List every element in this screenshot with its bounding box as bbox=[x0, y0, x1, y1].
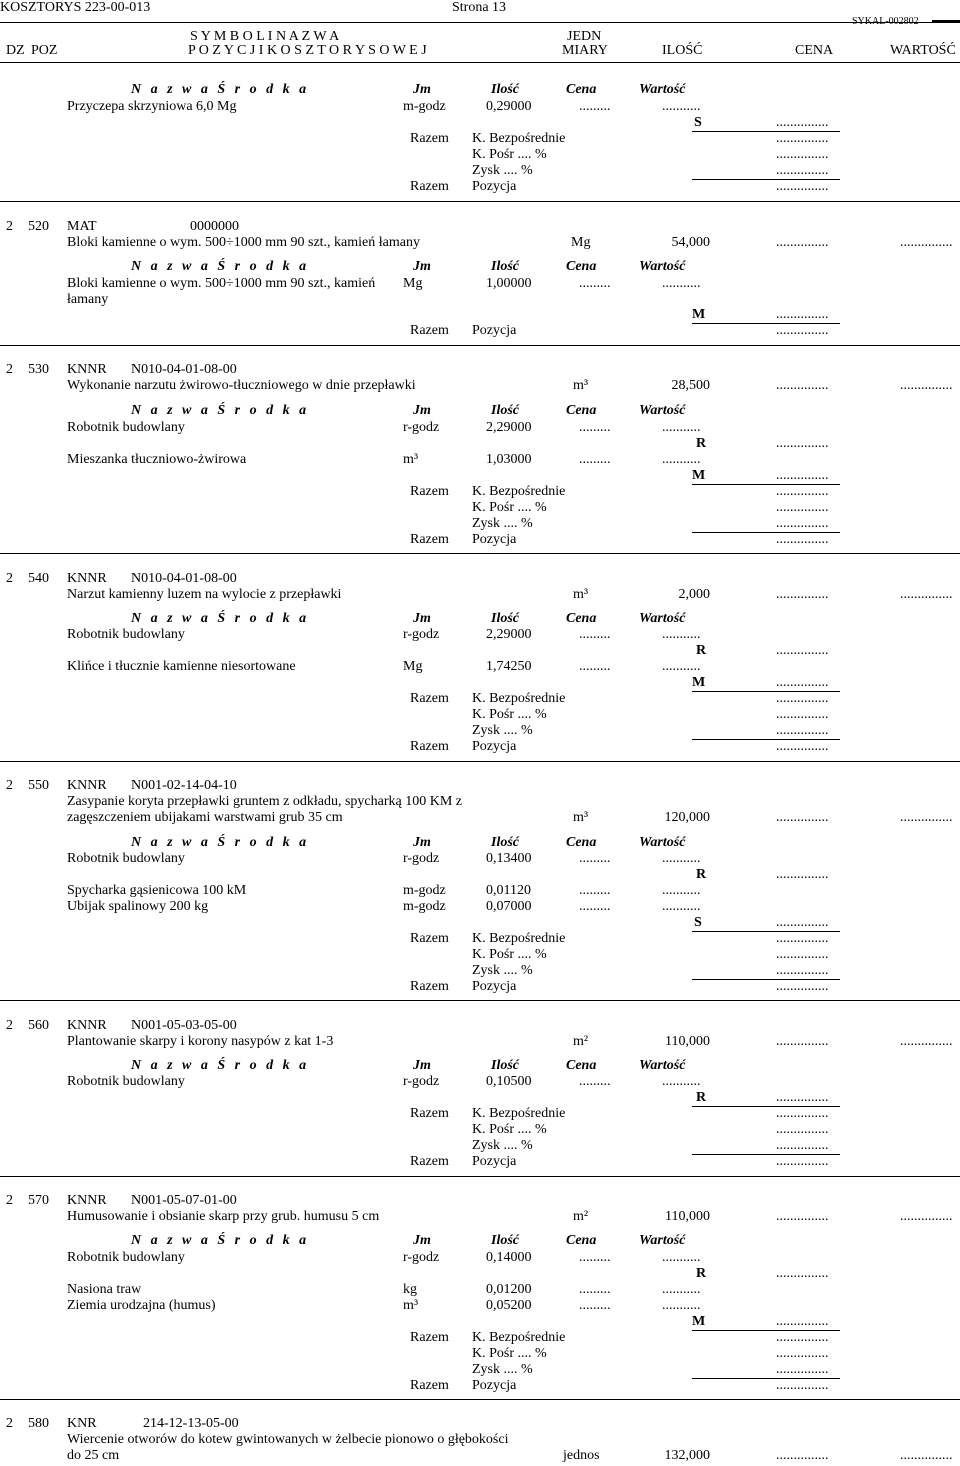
pozycja-label: Pozycja bbox=[472, 979, 517, 994]
sub-header-wartosc: Wartość bbox=[639, 611, 686, 626]
section-rule bbox=[0, 1176, 960, 1177]
pozycja-label: Pozycja bbox=[472, 532, 517, 547]
subtotal-label: R bbox=[696, 436, 707, 451]
resource-price: ......... bbox=[579, 627, 611, 642]
razem-label: Razem bbox=[410, 739, 449, 754]
item-base: KNNR bbox=[67, 1018, 107, 1033]
resource-name: Robotnik budowlany bbox=[67, 1074, 185, 1089]
k-posr-value: ............... bbox=[776, 1346, 829, 1361]
sub-header-nazwa: N a z w a Ś r o d k a bbox=[131, 1233, 310, 1248]
sub-header-jm: Jm bbox=[413, 259, 431, 274]
item-base: KNR bbox=[67, 1416, 97, 1431]
resource-price: ......... bbox=[579, 883, 611, 898]
item-description: Bloki kamienne o wym. 500÷1000 mm 90 szt., kamień łamany bbox=[67, 235, 420, 250]
item-dz: 2 bbox=[6, 219, 13, 234]
resource-name: Mieszanka tłuczniowo-żwirowa bbox=[67, 452, 247, 467]
resource-name: Robotnik budowlany bbox=[67, 1250, 185, 1265]
sub-header-ilosc: Ilość bbox=[491, 1233, 519, 1248]
item-code: N010-04-01-08-00 bbox=[131, 571, 237, 586]
item-dz: 2 bbox=[6, 362, 13, 377]
resource-qty: 0,10500 bbox=[486, 1074, 532, 1089]
pozycja-label: Pozycja bbox=[472, 323, 517, 338]
resource-name: Robotnik budowlany bbox=[67, 420, 185, 435]
resource-price: ......... bbox=[579, 899, 611, 914]
item-value: ............... bbox=[900, 1448, 953, 1463]
sub-header-jm: Jm bbox=[413, 1058, 431, 1073]
item-value: ............... bbox=[900, 235, 953, 250]
sub-header-ilosc: Ilość bbox=[491, 259, 519, 274]
resource-name: Klińce i tłucznie kamienne niesortowane bbox=[67, 659, 296, 674]
subtotal-value: ............... bbox=[776, 915, 829, 930]
resource-unit: Mg bbox=[403, 276, 423, 291]
resource-unit: r-godz bbox=[403, 851, 440, 866]
item-code: N010-04-01-08-00 bbox=[131, 362, 237, 377]
sub-header-jm: Jm bbox=[413, 403, 431, 418]
section-rule bbox=[0, 553, 960, 554]
col-dz: DZ bbox=[6, 43, 25, 58]
subtotal-value: ............... bbox=[776, 307, 829, 322]
section-rule bbox=[0, 201, 960, 202]
k-bezposrednie-value: ............... bbox=[776, 691, 829, 706]
resource-qty: 0,01120 bbox=[486, 883, 531, 898]
item-dz: 2 bbox=[6, 1018, 13, 1033]
pozycja-value: ............... bbox=[776, 532, 829, 547]
subtotal-label: R bbox=[696, 1266, 707, 1281]
zysk-value: ............... bbox=[776, 516, 829, 531]
razem-label: Razem bbox=[410, 532, 449, 547]
item-description: Wykonanie narzutu żwirowo-tłuczniowego w dnie przepławki bbox=[67, 378, 416, 393]
k-posr-label: K. Pośr .... % bbox=[472, 147, 547, 162]
item-description-cont: do 25 cm bbox=[67, 1448, 120, 1463]
subtotal-value: ............... bbox=[776, 1090, 829, 1105]
item-price: ............... bbox=[776, 378, 829, 393]
resource-value: ........... bbox=[662, 1298, 701, 1313]
item-poz: 580 bbox=[28, 1416, 49, 1431]
k-posr-value: ............... bbox=[776, 500, 829, 515]
doc-code: SYKAL-002802 bbox=[852, 16, 919, 27]
sub-header-jm: Jm bbox=[413, 1233, 431, 1248]
razem-label: Razem bbox=[410, 1330, 449, 1345]
resource-qty: 0,07000 bbox=[486, 899, 532, 914]
razem-label: Razem bbox=[410, 1154, 449, 1169]
k-posr-label: K. Pośr .... % bbox=[472, 1346, 547, 1361]
k-bezposrednie-label: K. Bezpośrednie bbox=[472, 1330, 566, 1345]
pozycja-label: Pozycja bbox=[472, 1154, 517, 1169]
zysk-value: ............... bbox=[776, 723, 829, 738]
subtotal-label: S bbox=[694, 915, 702, 930]
resource-qty: 0,05200 bbox=[486, 1298, 532, 1313]
resource-qty: 2,29000 bbox=[486, 627, 532, 642]
k-bezposrednie-label: K. Bezpośrednie bbox=[472, 931, 566, 946]
resource-unit: r-godz bbox=[403, 1250, 440, 1265]
sub-header-cena: Cena bbox=[566, 835, 597, 850]
item-poz: 550 bbox=[28, 778, 49, 793]
item-value: ............... bbox=[900, 378, 953, 393]
pozycja-label: Pozycja bbox=[472, 179, 517, 194]
resource-price: ......... bbox=[579, 420, 611, 435]
zysk-value: ............... bbox=[776, 1138, 829, 1153]
section-rule bbox=[0, 1399, 960, 1400]
sub-header-cena: Cena bbox=[566, 403, 597, 418]
col-ilosc: ILOŚĆ bbox=[662, 43, 703, 58]
k-bezposrednie-value: ............... bbox=[776, 1330, 829, 1345]
item-base: KNNR bbox=[67, 1193, 107, 1208]
item-unit: jednos bbox=[563, 1448, 600, 1463]
zysk-label: Zysk .... % bbox=[472, 1362, 533, 1377]
sub-header-ilosc: Ilość bbox=[491, 82, 519, 97]
item-base: KNNR bbox=[67, 778, 107, 793]
sub-header-ilosc: Ilość bbox=[491, 403, 519, 418]
resource-price: ......... bbox=[579, 1298, 611, 1313]
resource-qty: 1,03000 bbox=[486, 452, 532, 467]
item-dz: 2 bbox=[6, 1416, 13, 1431]
item-poz: 570 bbox=[28, 1193, 49, 1208]
section-rule bbox=[0, 345, 960, 346]
resource-name: Przyczepa skrzyniowa 6,0 Mg bbox=[67, 99, 237, 114]
resource-value: ........... bbox=[662, 627, 701, 642]
razem-label: Razem bbox=[410, 1378, 449, 1393]
item-price: ............... bbox=[776, 1209, 829, 1224]
item-description: Wiercenie otworów do kotew gwintowanych w żelbecie pionowo o głębokości bbox=[67, 1432, 509, 1447]
resource-qty: 0,14000 bbox=[486, 1250, 532, 1265]
item-description: Humusowanie i obsianie skarp przy grub. humusu 5 cm bbox=[67, 1209, 380, 1224]
item-unit: m³ bbox=[573, 810, 589, 825]
resource-price: ......... bbox=[579, 851, 611, 866]
subtotal-label: M bbox=[692, 307, 706, 322]
resource-unit: r-godz bbox=[403, 1074, 440, 1089]
item-price: ............... bbox=[776, 810, 829, 825]
k-posr-label: K. Pośr .... % bbox=[472, 947, 547, 962]
sub-header-nazwa: N a z w a Ś r o d k a bbox=[131, 835, 310, 850]
item-poz: 520 bbox=[28, 219, 49, 234]
item-value: ............... bbox=[900, 1209, 953, 1224]
resource-price: ......... bbox=[579, 1074, 611, 1089]
subtotal-value: ............... bbox=[776, 867, 829, 882]
subtotal-value: ............... bbox=[776, 643, 829, 658]
resource-value: ........... bbox=[662, 883, 701, 898]
resource-name: Ziemia urodzajna (humus) bbox=[67, 1298, 216, 1313]
zysk-label: Zysk .... % bbox=[472, 163, 533, 178]
pozycja-label: Pozycja bbox=[472, 739, 517, 754]
pozycja-value: ............... bbox=[776, 179, 829, 194]
sub-header-ilosc: Ilość bbox=[491, 835, 519, 850]
resource-value: ........... bbox=[662, 420, 701, 435]
pozycja-value: ............... bbox=[776, 323, 829, 338]
item-code: 214-12-13-05-00 bbox=[143, 1416, 239, 1431]
item-code: N001-02-14-04-10 bbox=[131, 778, 237, 793]
resource-unit: r-godz bbox=[403, 420, 440, 435]
k-posr-label: K. Pośr .... % bbox=[472, 1122, 547, 1137]
sub-header-cena: Cena bbox=[566, 611, 597, 626]
resource-value: ........... bbox=[662, 1282, 701, 1297]
subtotal-label: S bbox=[694, 115, 702, 130]
item-quantity: 110,000 bbox=[665, 1209, 710, 1224]
zysk-label: Zysk .... % bbox=[472, 723, 533, 738]
subtotal-label: M bbox=[692, 675, 706, 690]
page-number: Strona 13 bbox=[452, 0, 507, 15]
subtotal-value: ............... bbox=[776, 1266, 829, 1281]
resource-name: Robotnik budowlany bbox=[67, 627, 185, 642]
item-description: Narzut kamienny luzem na wylocie z przepławki bbox=[67, 587, 342, 602]
zysk-value: ............... bbox=[776, 963, 829, 978]
razem-label: Razem bbox=[410, 131, 449, 146]
col-poz: POZ bbox=[31, 43, 58, 58]
item-poz: 530 bbox=[28, 362, 49, 377]
subtotal-label: M bbox=[692, 468, 706, 483]
sub-header-wartosc: Wartość bbox=[639, 403, 686, 418]
razem-label: Razem bbox=[410, 484, 449, 499]
resource-name-cont: łamany bbox=[67, 292, 109, 307]
sub-header-cena: Cena bbox=[566, 1058, 597, 1073]
sub-header-jm: Jm bbox=[413, 835, 431, 850]
col-wartosc: WARTOŚĆ bbox=[890, 43, 956, 58]
section-rule bbox=[0, 1000, 960, 1001]
sub-header-wartosc: Wartość bbox=[639, 1233, 686, 1248]
subtotal-value: ............... bbox=[776, 436, 829, 451]
razem-label: Razem bbox=[410, 179, 449, 194]
col-nazwa-pozycji: P O Z Y C J I K O S Z T O R Y S O W E J bbox=[188, 43, 427, 58]
resource-value: ........... bbox=[662, 659, 701, 674]
resource-unit: m-godz bbox=[403, 899, 446, 914]
sub-header-nazwa: N a z w a Ś r o d k a bbox=[131, 403, 310, 418]
subtotal-label: R bbox=[696, 643, 707, 658]
item-description-cont: zagęszczeniem ubijakami warstwami grub 35 cm bbox=[67, 810, 343, 825]
resource-name: Robotnik budowlany bbox=[67, 851, 185, 866]
pozycja-value: ............... bbox=[776, 1378, 829, 1393]
k-bezposrednie-label: K. Bezpośrednie bbox=[472, 691, 566, 706]
item-description: Zasypanie koryta przepławki gruntem z odkładu, spycharką 100 KM z bbox=[67, 794, 462, 809]
k-bezposrednie-label: K. Bezpośrednie bbox=[472, 484, 566, 499]
doc-title: KOSZTORYS 223-00-013 bbox=[0, 0, 151, 15]
item-description: Plantowanie skarpy i korony nasypów z kat 1-3 bbox=[67, 1034, 334, 1049]
resource-unit: m³ bbox=[403, 452, 419, 467]
subtotal-label: R bbox=[696, 1090, 707, 1105]
sub-header-nazwa: N a z w a Ś r o d k a bbox=[131, 82, 310, 97]
sub-header-ilosc: Ilość bbox=[491, 611, 519, 626]
k-posr-value: ............... bbox=[776, 147, 829, 162]
resource-price: ......... bbox=[579, 99, 611, 114]
k-posr-label: K. Pośr .... % bbox=[472, 707, 547, 722]
item-code: N001-05-03-05-00 bbox=[131, 1018, 237, 1033]
item-price: ............... bbox=[776, 1034, 829, 1049]
item-unit: m³ bbox=[573, 587, 589, 602]
item-quantity: 132,000 bbox=[664, 1448, 710, 1463]
sub-header-nazwa: N a z w a Ś r o d k a bbox=[131, 611, 310, 626]
section-rule bbox=[0, 761, 960, 762]
zysk-label: Zysk .... % bbox=[472, 963, 533, 978]
sub-header-nazwa: N a z w a Ś r o d k a bbox=[131, 259, 310, 274]
item-value: ............... bbox=[900, 587, 953, 602]
col-miary: MIARY bbox=[562, 43, 608, 58]
resource-value: ........... bbox=[662, 1250, 701, 1265]
resource-unit: kg bbox=[403, 1282, 417, 1297]
item-price: ............... bbox=[776, 587, 829, 602]
resource-unit: r-godz bbox=[403, 627, 440, 642]
resource-price: ......... bbox=[579, 1250, 611, 1265]
sub-header-cena: Cena bbox=[566, 1233, 597, 1248]
sub-header-ilosc: Ilość bbox=[491, 1058, 519, 1073]
resource-price: ......... bbox=[579, 659, 611, 674]
item-value: ............... bbox=[900, 810, 953, 825]
razem-label: Razem bbox=[410, 323, 449, 338]
resource-name: Nasiona traw bbox=[67, 1282, 142, 1297]
item-dz: 2 bbox=[6, 778, 13, 793]
k-posr-value: ............... bbox=[776, 707, 829, 722]
resource-name: Bloki kamienne o wym. 500÷1000 mm 90 szt., kamień bbox=[67, 276, 376, 291]
sub-header-wartosc: Wartość bbox=[639, 259, 686, 274]
k-posr-value: ............... bbox=[776, 1122, 829, 1137]
resource-price: ......... bbox=[579, 1282, 611, 1297]
item-dz: 2 bbox=[6, 1193, 13, 1208]
zysk-value: ............... bbox=[776, 1362, 829, 1377]
pozycja-label: Pozycja bbox=[472, 1378, 517, 1393]
k-bezposrednie-label: K. Bezpośrednie bbox=[472, 1106, 566, 1121]
item-value: ............... bbox=[900, 1034, 953, 1049]
item-quantity: 28,500 bbox=[671, 378, 710, 393]
resource-price: ......... bbox=[579, 452, 611, 467]
resource-value: ........... bbox=[662, 452, 701, 467]
razem-label: Razem bbox=[410, 979, 449, 994]
item-dz: 2 bbox=[6, 571, 13, 586]
razem-label: Razem bbox=[410, 931, 449, 946]
resource-name: Ubijak spalinowy 200 kg bbox=[67, 899, 209, 914]
resource-qty: 1,00000 bbox=[486, 276, 532, 291]
resource-value: ........... bbox=[662, 899, 701, 914]
item-base: KNNR bbox=[67, 571, 107, 586]
col-jedn: JEDN bbox=[567, 29, 602, 44]
resource-qty: 0,13400 bbox=[486, 851, 532, 866]
pozycja-value: ............... bbox=[776, 979, 829, 994]
item-quantity: 54,000 bbox=[671, 235, 710, 250]
zysk-label: Zysk .... % bbox=[472, 1138, 533, 1153]
header-rule-top bbox=[0, 22, 960, 23]
zysk-value: ............... bbox=[776, 163, 829, 178]
item-quantity: 110,000 bbox=[665, 1034, 710, 1049]
header-rule-bottom bbox=[0, 62, 960, 63]
k-bezposrednie-label: K. Bezpośrednie bbox=[472, 131, 566, 146]
item-price: ............... bbox=[776, 235, 829, 250]
k-posr-value: ............... bbox=[776, 947, 829, 962]
item-unit: Mg bbox=[571, 235, 591, 250]
item-code: N001-05-07-01-00 bbox=[131, 1193, 237, 1208]
pozycja-value: ............... bbox=[776, 739, 829, 754]
item-base: MAT bbox=[67, 219, 97, 234]
item-base: KNNR bbox=[67, 362, 107, 377]
pozycja-value: ............... bbox=[776, 1154, 829, 1169]
sub-header-cena: Cena bbox=[566, 259, 597, 274]
resource-unit: m-godz bbox=[403, 99, 446, 114]
k-bezposrednie-value: ............... bbox=[776, 131, 829, 146]
item-poz: 540 bbox=[28, 571, 49, 586]
item-unit: m² bbox=[573, 1209, 589, 1224]
subtotal-label: R bbox=[696, 867, 707, 882]
col-cena: CENA bbox=[795, 43, 834, 58]
resource-name: Spycharka gąsienicowa 100 kM bbox=[67, 883, 247, 898]
subtotal-value: ............... bbox=[776, 1314, 829, 1329]
sub-header-wartosc: Wartość bbox=[639, 82, 686, 97]
resource-price: ......... bbox=[579, 276, 611, 291]
subtotal-value: ............... bbox=[776, 468, 829, 483]
k-bezposrednie-value: ............... bbox=[776, 931, 829, 946]
subtotal-value: ............... bbox=[776, 675, 829, 690]
resource-qty: 2,29000 bbox=[486, 420, 532, 435]
item-quantity: 120,000 bbox=[664, 810, 710, 825]
resource-qty: 0,01200 bbox=[486, 1282, 532, 1297]
sub-header-cena: Cena bbox=[566, 82, 597, 97]
item-poz: 560 bbox=[28, 1018, 49, 1033]
item-price: ............... bbox=[776, 1448, 829, 1463]
zysk-label: Zysk .... % bbox=[472, 516, 533, 531]
sub-header-wartosc: Wartość bbox=[639, 835, 686, 850]
k-bezposrednie-value: ............... bbox=[776, 1106, 829, 1121]
sub-header-jm: Jm bbox=[413, 611, 431, 626]
razem-label: Razem bbox=[410, 1106, 449, 1121]
resource-unit: Mg bbox=[403, 659, 423, 674]
resource-unit: m³ bbox=[403, 1298, 419, 1313]
item-quantity: 2,000 bbox=[678, 587, 710, 602]
sub-header-nazwa: N a z w a Ś r o d k a bbox=[131, 1058, 310, 1073]
item-unit: m² bbox=[573, 1034, 589, 1049]
item-unit: m³ bbox=[573, 378, 589, 393]
razem-label: Razem bbox=[410, 691, 449, 706]
resource-unit: m-godz bbox=[403, 883, 446, 898]
resource-value: ........... bbox=[662, 1074, 701, 1089]
subtotal-label: M bbox=[692, 1314, 706, 1329]
resource-qty: 0,29000 bbox=[486, 99, 532, 114]
col-symbol: S Y M B O L I N A Z W A bbox=[190, 29, 340, 44]
k-bezposrednie-value: ............... bbox=[776, 484, 829, 499]
resource-value: ........... bbox=[662, 99, 701, 114]
sub-header-jm: Jm bbox=[413, 82, 431, 97]
resource-qty: 1,74250 bbox=[486, 659, 532, 674]
sub-header-wartosc: Wartość bbox=[639, 1058, 686, 1073]
item-code: 0000000 bbox=[190, 219, 239, 234]
resource-value: ........... bbox=[662, 276, 701, 291]
resource-value: ........... bbox=[662, 851, 701, 866]
k-posr-label: K. Pośr .... % bbox=[472, 500, 547, 515]
subtotal-value: ............... bbox=[776, 115, 829, 130]
